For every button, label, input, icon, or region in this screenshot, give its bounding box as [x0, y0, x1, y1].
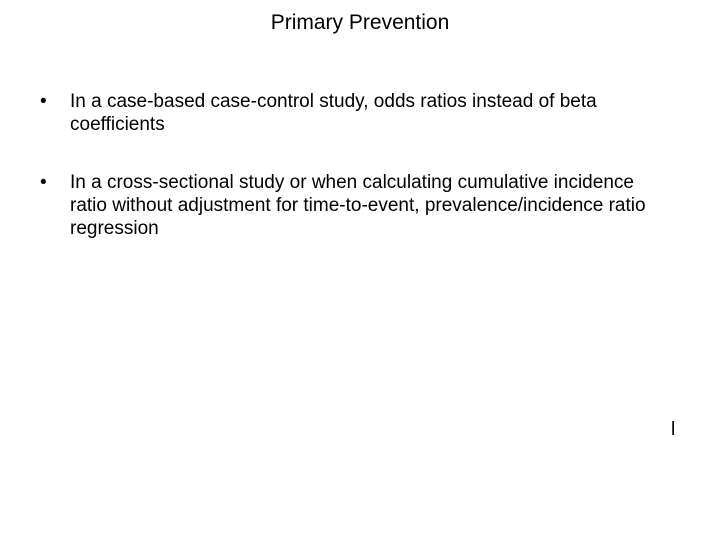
- stray-text-mark: l: [671, 419, 676, 440]
- bullet-item: [32, 90, 672, 136]
- bullet-item: [32, 171, 672, 240]
- bullet-text: In a cross-sectional study or when calculating cumulative incidence ratio without adjustment for time-to-event, prevalence/incidence ratio regression: [70, 172, 646, 239]
- bullet-marker: •: [40, 91, 47, 112]
- bullet-marker: •: [40, 172, 47, 193]
- slide-title: Primary Prevention: [270, 11, 450, 34]
- bullet-text: In a case-based case-control study, odds ratios instead of beta coefficients: [70, 91, 597, 135]
- bullet-list: [32, 90, 672, 275]
